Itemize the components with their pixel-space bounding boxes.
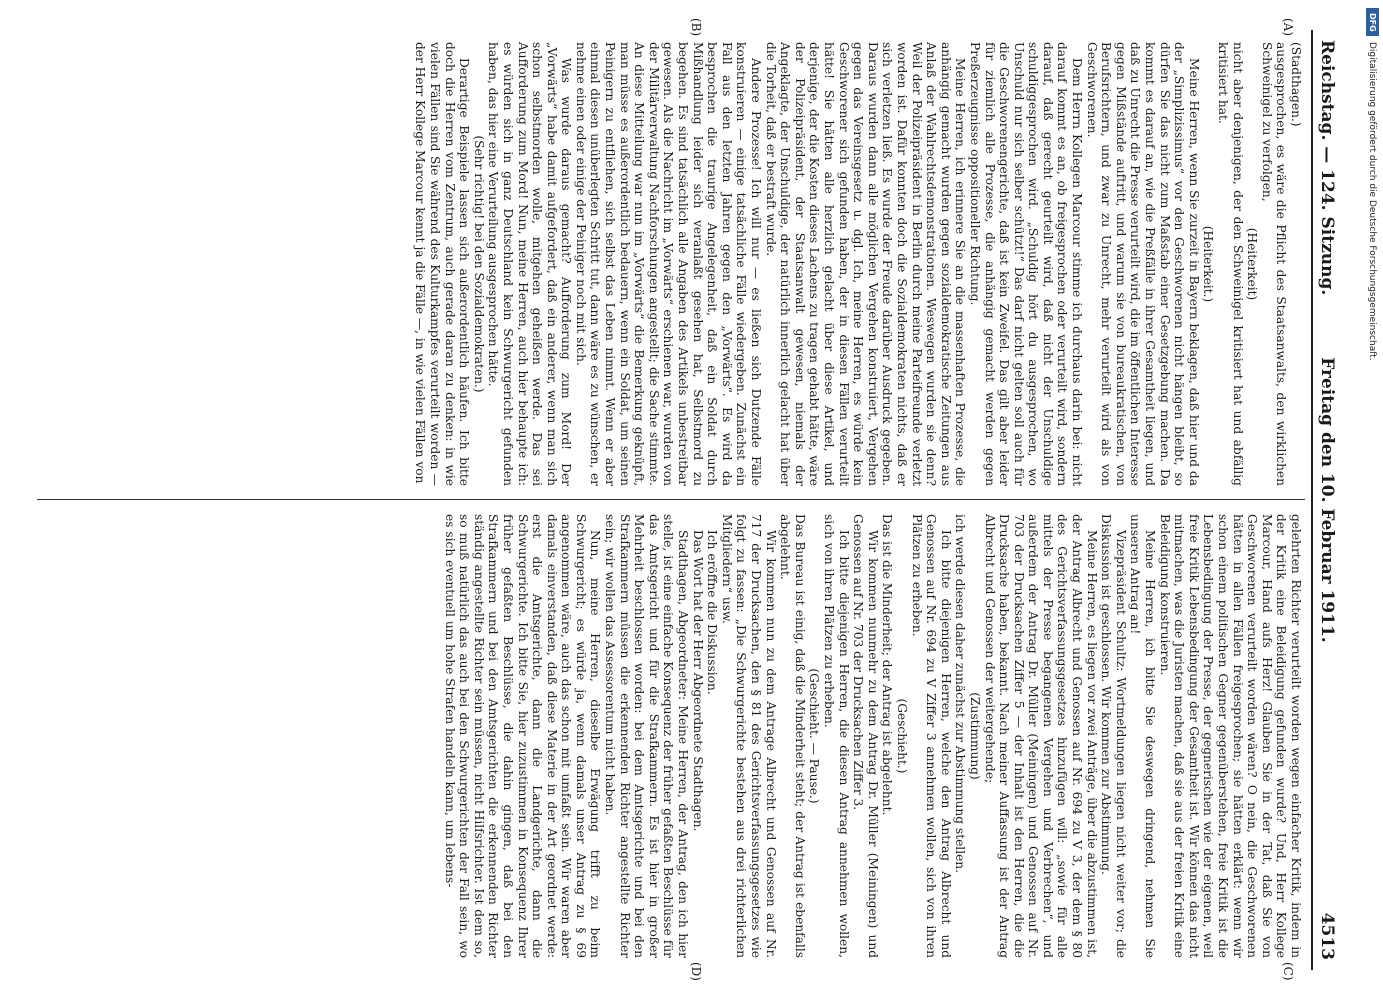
paragraph: (Stadthagen.) xyxy=(1289,42,1303,127)
paragraph: Das Wort hat der Herr Abgeordnete Stadthagen. xyxy=(690,530,705,832)
paragraph: (Zustimmung) xyxy=(967,692,982,780)
digitization-credit xyxy=(1366,8,1380,988)
paragraph: Wir kommen nun zu dem Antrage Albrecht und Genossen auf Nr. 717 der Drucksachen, den § 81 des Gerichtsverfassungsgesetzes wie folgt zu fassen: „Die Schwurgerichte bestehen aus drei richterlichen Mitgliedern“ usw. xyxy=(719,514,778,958)
paragraph: Derartige Beispiele lassen sich außerordentlich häufen. Ich bitte doch die Herren vom Zentrum, auch gerade daran zu denken: in wie vielen Fällen sind Sie während des Kulturkampfes verurteilt worden — der Herr Kollege Marcour kennt ja die Fälle —, in wie vielen Fällen von xyxy=(413,42,472,486)
paragraph: (Heiterkeit.) xyxy=(1201,225,1216,303)
margin-marker-b: (B) xyxy=(689,18,703,37)
paragraph: Das ist die Minderheit; der Antrag ist abgelehnt. xyxy=(880,514,895,816)
newspaper-page xyxy=(31,20,1351,980)
paragraph: nicht aber denjenigen, der den Schweinigel kritisiert hat und abfällig kritisiert hat. xyxy=(1216,42,1245,486)
paragraph: (Heiterkeit) xyxy=(1245,227,1260,301)
left-text-column xyxy=(39,42,1303,486)
paragraph: Dem Herrn Kollegen Marcour stimme ich durchaus darin bei: nicht darauf kommt es an, ob freigesprochen oder verurteilt wird, sondern darauf, daß gerecht geurteilt wird, daß nicht der Unschuldige schuldiggesprochen wird. „Schuldig hört du ausgesprochen, wo Unschuld nur sich selber schützt!“ Das darf nicht gelten soll auch für die Geschworenengerichte, daß ist kein Zweifel. Das gilt aber leider für ziemlich alle Prozesse, die anhängig gemacht werden gegen Preßerzeugnisse oppositioneller Richtung. xyxy=(967,42,1085,486)
paragraph: ich werde diesen daher zunächst zur Abstimmung stellen. xyxy=(953,514,968,874)
paragraph: Das Bureau ist einig, daß die Minderheit steht; der Antrag ist ebenfalls abgelehnt. xyxy=(778,514,807,958)
paragraph: Meine Herren, wenn Sie zurzeit in Bayern beklagen, daß hier und da der „Simplizissimus“ vor den Geschworenen nicht hängen bleibt, so dürfen Sie das nicht zum Maßstab einer Gesetzgebung machen. Da kommt es darauf an, wie die Preßfälle in ihrer Gesamtheit liegen, und daß zu Unrecht die Presse verurteilt wird, die im öffentlichen Interesse gegen Mißstände auftritt, und warum sie von bureaukratischen, von Berufsrichtern, und zwar zu Unrecht, mehr verurteilt wird als von Geschworenen. xyxy=(1084,42,1201,486)
paragraph: Wir kommen nunmehr zu dem Antrag Dr. Müller (Meiningen) und Genossen auf Nr. 703 der Drucksachen Ziffer 3. xyxy=(851,514,880,958)
right-text-column xyxy=(39,514,1303,958)
paragraph: gelehrten Richter verurteilt worden wegen einfacher Kritik, indem in der Kritik eine Beleidigung gefunden wurde? Und, Herr Kollege Marcour, Hand aufs Herz! Glauben Sie in der Tat, daß Sie von Geschworenen verurteilt worden wären? O nein, die Geschworenen hätten in allen Fällen freigesprochen; sie hätten erklärt: wenn wir schon einem politischen Gegner gegenüberstehen, freie Kritik ist die Lebensbedingung der Presse, der gegnerischen wie der eigenen, weil freie Kritik Lebensbedingung der Gesamtheit ist. Wir können das nicht mitmachen, was die Juristen machen, daß sie aus der freien Kritik eine Beleidigung konstruieren. xyxy=(1157,514,1303,958)
paragraph: Vizepräsident Schultz: Wortmeldungen liegen nicht weiter vor; die Diskussion ist geschlossen. Wir kommen zur Abstimmung. xyxy=(1099,514,1128,958)
paragraph: ausgesprochen, es wäre die Pflicht des Staatsanwalts, den wirklichen Schweinigel zu verfolgen, xyxy=(1259,42,1289,486)
paragraph: (Geschieht. — Pause.) xyxy=(807,668,822,804)
paragraph: Ich bitte diejenigen Herren, welche den Antrag Albrecht und Genossen auf Nr. 694 zu V Ziffer 3 annehmen wollen, sich von ihren Plätzen zu erheben. xyxy=(909,514,953,958)
paragraph: Was wurde daraus gemacht? Aufforderung zum Mord! Der „Vorwärts“ habe damit aufgefordert, daß ein anderer, wenn man sich schon selbstmorden wolle, mitgehen geheißen werde. Das sei Aufforderung zum Mord! Nun, meine Herren, auch hier behaupte ich: es würden sich in ganz Deutschland kein Schwurgericht gefunden haben, das hier eine Verurteilung ausgesprochen hätte. xyxy=(486,42,574,486)
page-number: 4513 xyxy=(1317,912,1337,960)
paragraph: Meine Herren, ich bitte Sie deswegen dringend, nehmen Sie unseren Antrag an! xyxy=(1128,514,1158,958)
margin-marker-c: (C) xyxy=(1281,962,1295,981)
margin-marker-d: (D) xyxy=(689,962,703,981)
paragraph: Andere Prozesse! Ich will nur — es ließen sich Dutzende Fälle konstruieren — einige tatsächliche Fälle wiedergeben. Zunächst ein Fall aus den letzten Jahren gegen den „Vorwärts“. Es wird da besprochen die traurige Angelegenheit, daß ein Soldat durch Mißhandlung leider sich veranlaßt gesehen hat, Selbstmord zu begehen. Es sind tatsächlich alle Angaben des Artikels unbestreitbar gewesen. Als die Nachricht im „Vorwärts“ erschienen war, wurden von der Militärverwaltung Nachforschungen angestellt; die Sache stimmte. An diese Mitteilung war nun im „Vorwärts“ die Bemerkung geknüpft, man müsse es außerordentlich bedauern, wenn ein Soldat, um seinen Peinigern zu entfliehen, sich selbst das Leben nimmt. Wenn er aber einmal diesen unüberlegten Schritt tut, dann wäre es zu wünschen, er nehme einen oder einige der Peiniger noch mit sich. xyxy=(573,42,764,486)
credit-text: Digitalisierung gefördert durch die Deutsche Forschungsgemeinschaft. xyxy=(1367,42,1377,361)
paragraph: (Sehr richtig! bei den Sozialdemokraten.) xyxy=(471,135,486,393)
dfg-logo-badge: DFG xyxy=(1366,8,1379,36)
header-date: Freitag den 10. Februar 1911. xyxy=(1317,357,1337,643)
column-divider xyxy=(37,499,1305,500)
paragraph: Meine Herren, ich erinnere Sie an die massenhaften Prozesse, die anhängig gemacht wurden gegen sozialdemokratische Zeitungen aus Anlaß der Wahlrechtsdemonstrationen. Weswegen wurden sie denn? Weil der Polizeipräsident in Berlin durch meine Parteifreunde verletzt worden ist. Dafür konnten doch die Sozialdemokraten nichts, daß er sich verletzen ließ. Es wurde der Freude darüber Ausdruck gegeben. Daraus wurden dann alle möglichen Vergehen konstruiert, Vergehen gegen das Vereinsgesetz u. dgl. Ich, meine Herren, es würde kein Geschworener sich gefunden haben, der in diesen Fällen verurteilt hätte! Sie hätten alle herzlich gelacht über diese Artikel, und derjenige, der die Kosten dieses Lachens zu tragen gehabt hätte, wäre der Polizeipräsident, der Staatsanwalt gewesen, niemals der Angeklagte, der Unschuldige, der natürlich innerlich gelacht hat über die Torheit, daß er bestraft wurde. xyxy=(763,42,968,486)
paragraph: Ich bitte diejenigen Herren, die diesen Antrag annehmen wollen, sich von ihren Plätzen zu erheben. xyxy=(822,514,851,958)
header-session-title: Reichstag. — 124. Sitzung. xyxy=(1317,40,1337,296)
margin-marker-a: (A) xyxy=(1281,18,1295,37)
paragraph: Ich eröffne die Diskussion. xyxy=(705,530,720,695)
paragraph: Meine Herren, es liegen vor zwei Anträge, über die abzustimmen ist, der Antrag Albrecht und Genossen auf Nr. 694 zu V 3, der dem § 80 des Gerichtsverfassungsgesetzes hinzufügen will: „sowie für alle mittels der Presse begangenen Vergehen und Verbrechen“, und außerdem der Antrag Dr. Müller (Meiningen) und Genossen auf Nr. 703 der Drucksachen Ziffer 5 — der Inhalt ist den Herren, die die Drucksache haben, bekannt. Nach meiner Auffassung ist der Antrag Albrecht und Genossen der weitergehende; xyxy=(982,514,1099,958)
paragraph: (Geschieht.) xyxy=(894,698,909,774)
paragraph: Stadthagen, Abgeordneter: Meine Herren, der Antrag, den ich hier stelle, ist eine einfache Konsequenz der früher gefaßten Beschlüsse für das Amtsgericht und für die Strafkammern. Es ist hier in großer Mehrheit beschlossen worden: bei dem Amtsgerichte und bei den Strafkammern müssen die erkennenden Richter angestellte Richter sein; wir wollen das Assessorentum nicht haben. xyxy=(603,514,691,958)
paragraph: Nun, meine Herren, dieselbe Erwägung trifft zu beim Schwurgericht; es würde ja, wenn damals unser Antrag zu § 69 angenommen wäre, auch das schon mit umfaßt sein. Wir waren aber damals einverstanden, daß diese Materie in der Art geordnet werde: erst die Amtsgerichte, dann die Landgerichte, dann die Schwurgerichte. Ich bitte Sie, hier zuzustimmen in Konsequenz Ihrer früher gefaßten Beschlüsse, die dahin gingen, daß bei den Strafkammern und bei den Amtsgerichten die erkennenden Richter ständig angestellte Richter sein müssen, nicht Hilfsrichter. Ist dem so, so muß natürlich das auch bei den Schwurgerichten der Fall sein, wo es sich eventuell um hohe Strafen handeln kann, um lebens- xyxy=(442,514,603,958)
page-header xyxy=(1311,30,1339,970)
